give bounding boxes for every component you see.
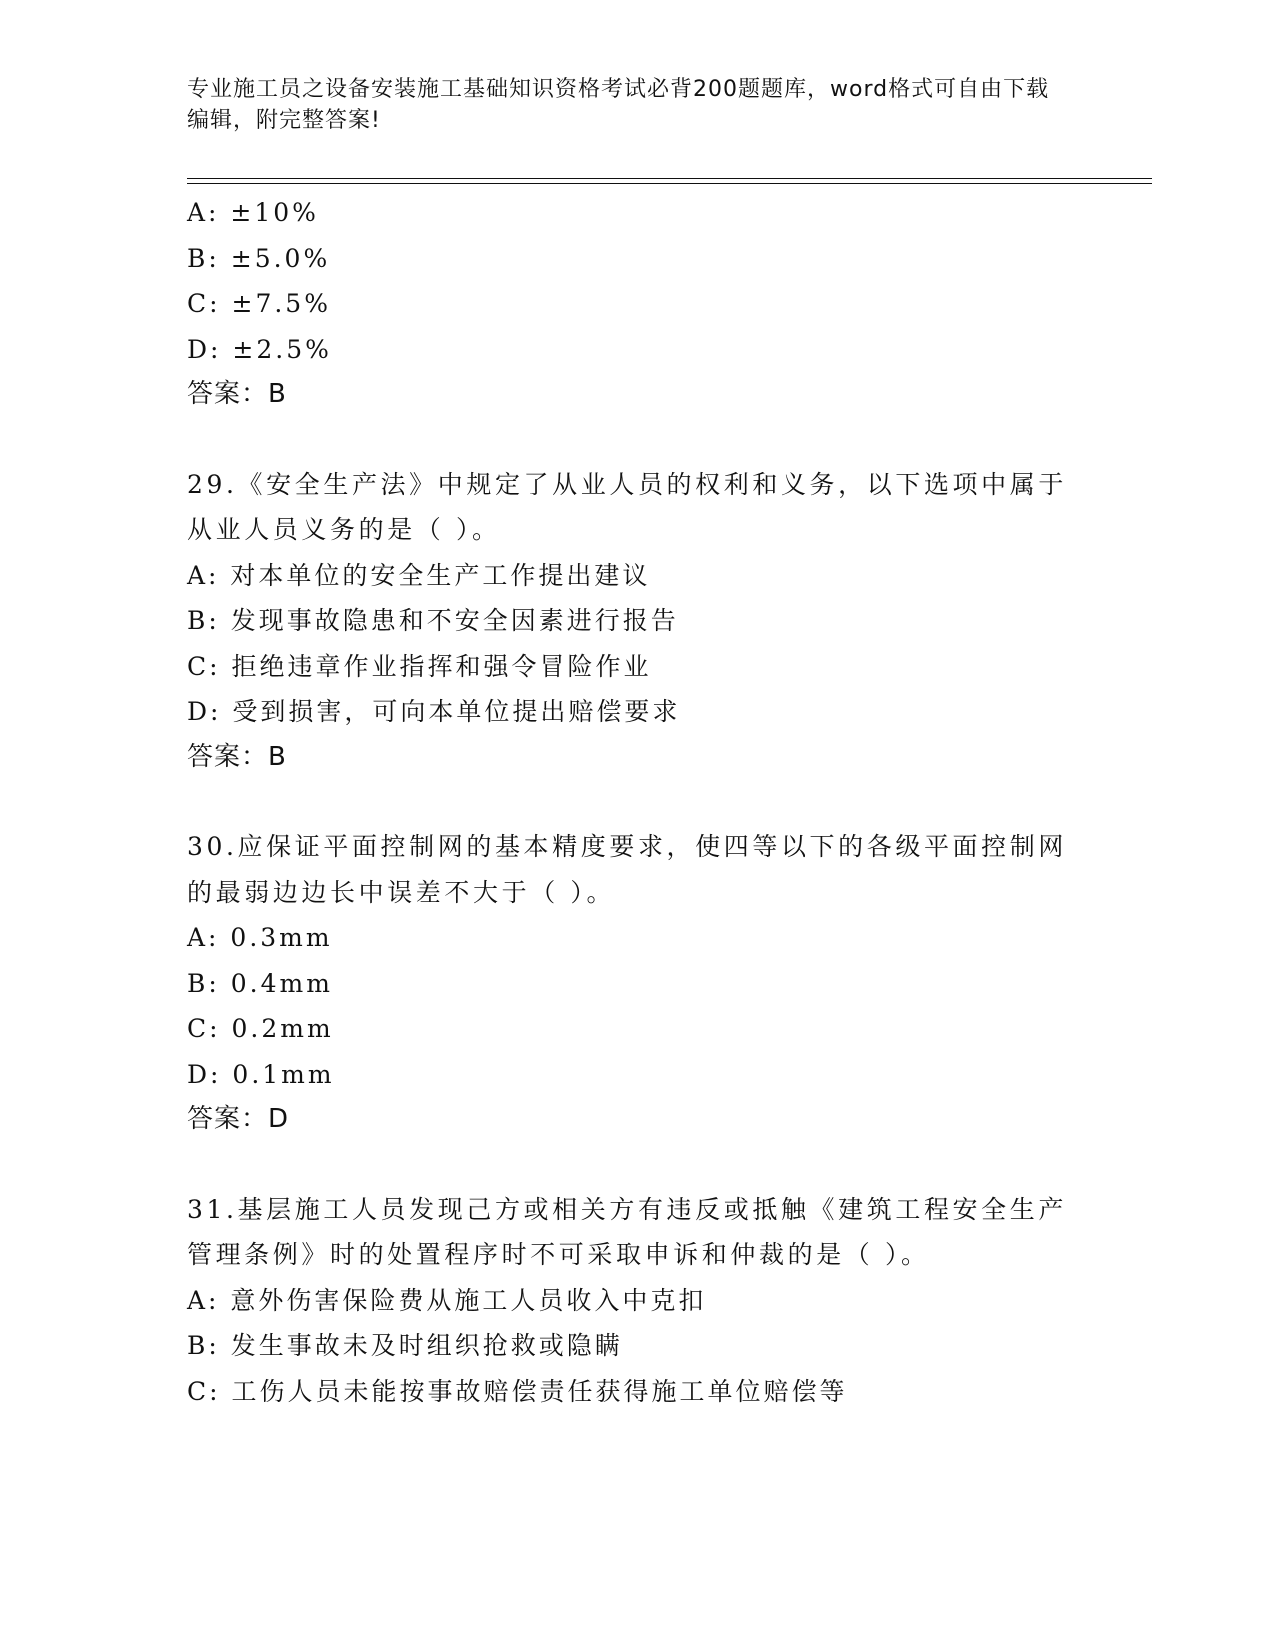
option-b: B: ±5.0%	[187, 243, 331, 273]
question-29-options	[187, 553, 1087, 735]
option-c: C: ±7.5%	[187, 289, 331, 318]
option-d: D: 受到损害，可向本单位提出赔偿要求	[187, 697, 681, 726]
option-b: B: 0.4mm	[187, 968, 333, 998]
question-31-text: 31.基层施工人员发现己方或相关方有违反或抵触《建筑工程安全生产管理条例》时的处置程序时不可采取申诉和仲裁的是（ ）。	[187, 1194, 1067, 1269]
header-divider-bottom	[187, 183, 1152, 184]
spacer	[187, 418, 1087, 462]
option-a: A: 意外伤害保险费从施工人员收入中克扣	[187, 1285, 707, 1315]
option-d: D: ±2.5%	[187, 334, 332, 364]
question-28-options	[187, 190, 1087, 372]
question-29-text: 29.《安全生产法》中规定了从业人员的权利和义务，以下选项中属于从业人员义务的是（ ）。	[187, 469, 1067, 544]
question-29-answer: 答案：B	[187, 741, 287, 772]
question-30-options	[187, 915, 1087, 1097]
option-b: B: 发生事故未及时组织抢救或隐瞒	[187, 1331, 623, 1360]
option-d: D: 0.1mm	[187, 1059, 335, 1089]
spacer	[187, 1143, 1087, 1187]
question-31-options	[187, 1278, 1087, 1415]
question-30-answer: 答案：D	[187, 1104, 290, 1134]
question-30-text: 30.应保证平面控制网的基本精度要求，使四等以下的各级平面控制网的最弱边边长中误差不大于（ ）。	[187, 832, 1067, 907]
option-c: C: 拒绝违章作业指挥和强令冒险作业	[187, 651, 652, 681]
question-content	[187, 190, 1087, 1414]
option-c: C: 0.2mm	[187, 1014, 334, 1043]
option-c: C: 工伤人员未能按事故赔偿责任获得施工单位赔偿等	[187, 1376, 848, 1406]
document-header-title: 专业施工员之设备安装施工基础知识资格考试必背200题题库，word格式可自由下载编辑，附完整答案!	[187, 77, 1050, 133]
option-a: A: 对本单位的安全生产工作提出建议	[187, 560, 651, 590]
header-divider-top	[187, 178, 1152, 179]
option-a: A: 0.3mm	[187, 923, 333, 952]
option-b: B: 发现事故隐患和不安全因素进行报告	[187, 606, 679, 635]
option-a: A: ±10%	[187, 198, 319, 227]
spacer	[187, 780, 1087, 824]
question-28-answer: 答案：B	[187, 379, 287, 409]
